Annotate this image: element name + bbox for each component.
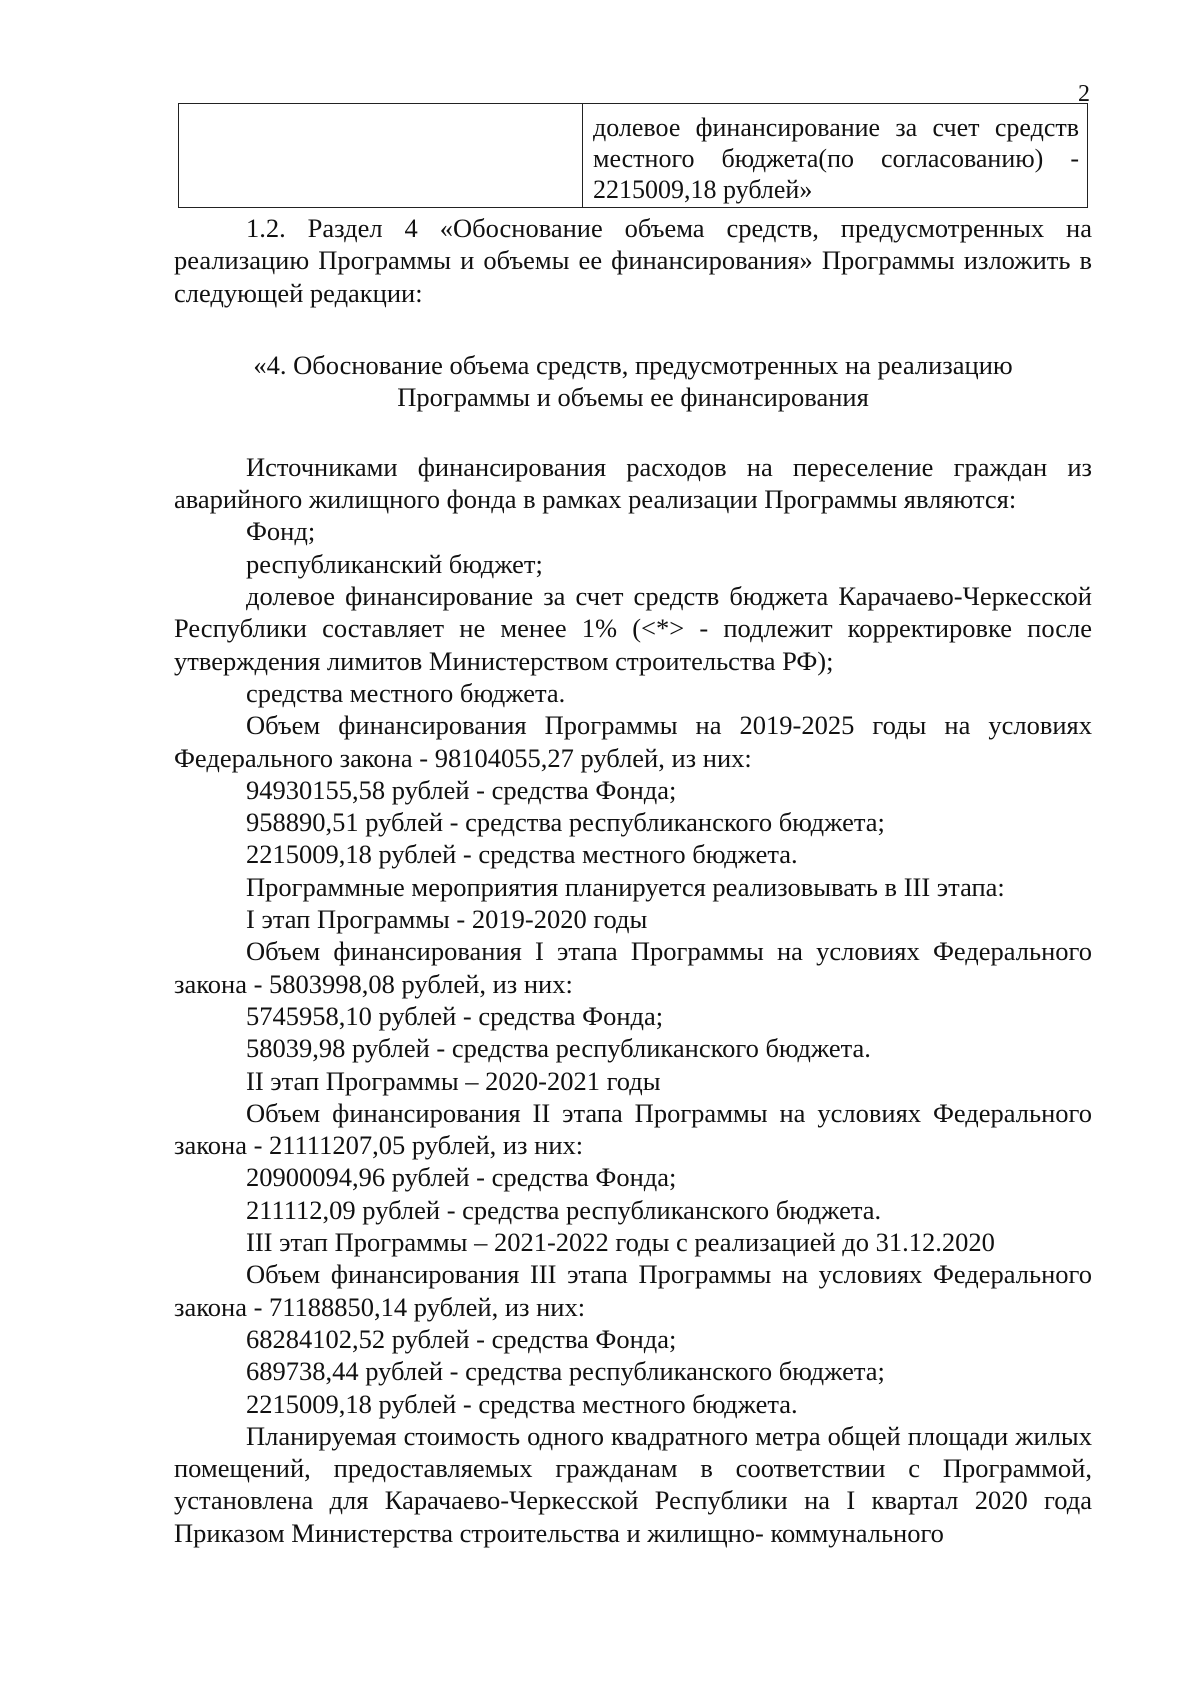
- paragraph-sources: Источниками финансирования расходов на переселение граждан из аварийного жилищного фонда в рамках реализации Программы являются:: [174, 451, 1092, 515]
- amount-line: 94930155,58 рублей - средства Фонда;: [246, 774, 677, 805]
- amount-line: 958890,51 рублей - средства республиканского бюджета;: [246, 807, 885, 838]
- list-item-fund: Фонд;: [246, 516, 316, 547]
- intro-paragraph: 1.2. Раздел 4 «Обоснование объема средств, предусмотренных на реализацию Программы и объемы ее финансирования» Программы изложить в следующей редакции:: [174, 213, 1092, 308]
- amount-line: 211112,09 рублей - средства республиканского бюджета.: [246, 1194, 882, 1225]
- table-cell-text-line: 2215009,18 рублей»: [593, 175, 813, 204]
- stage-2-title: II этап Программы – 2020-2021 годы: [246, 1065, 661, 1096]
- stage-1-title: I этап Программы - 2019-2020 годы: [246, 904, 648, 935]
- stage-3-title: III этап Программы – 2021-2022 годы с реализацией до 31.12.2020: [246, 1227, 995, 1258]
- stage-1-volume: Объем финансирования I этапа Программы на условиях Федерального закона - 5803998,08 рублей, из них:: [174, 936, 1092, 999]
- table-cell-left: [179, 104, 583, 207]
- amount-line: 689738,44 рублей - средства республиканского бюджета;: [246, 1356, 885, 1387]
- table-cell-right: [583, 104, 1087, 207]
- stage-3-volume: Объем финансирования III этапа Программы на условиях Федерального закона - 71188850,14 рублей, из них:: [174, 1259, 1092, 1322]
- table-cell-text-line: местного бюджета(по согласованию) -: [593, 144, 1079, 173]
- list-item-shared-financing: долевое финансирование за счет средств бюджета Карачаево-Черкесской Республики составляет не менее 1% (<*> - подлежит корректировке после утверждения лимитов Министерством строительства РФ);: [174, 581, 1092, 676]
- table-cell-text-line: долевое финансирование за счет средств: [593, 113, 1079, 142]
- amount-line: 68284102,52 рублей - средства Фонда;: [246, 1323, 677, 1354]
- paragraph-planned-cost: Планируемая стоимость одного квадратного метра общей площади жилых помещений, предоставляемых гражданам в соответствии с Программой, установлена для Карачаево-Черкесской Республики на I квартал 2020 года Приказом Министерства строительства и жилищно- коммунального: [174, 1420, 1092, 1548]
- amount-line: 5745958,10 рублей - средства Фонда;: [246, 1000, 664, 1031]
- continued-table: [178, 103, 1088, 208]
- amount-line: 20900094,96 рублей - средства Фонда;: [246, 1162, 677, 1193]
- section-heading-line1: «4. Обоснование объема средств, предусмотренных на реализацию: [253, 349, 1013, 380]
- paragraph-stages: Программные мероприятия планируется реализовывать в III этапа:: [246, 871, 1005, 902]
- amount-line: 2215009,18 рублей - средства местного бюджета.: [246, 1388, 798, 1419]
- page-number: 2: [1078, 81, 1090, 107]
- list-item-local-budget: средства местного бюджета.: [246, 677, 566, 708]
- amount-line: 58039,98 рублей - средства республиканского бюджета.: [246, 1033, 871, 1064]
- section-heading-line2: Программы и объемы ее финансирования: [397, 382, 869, 413]
- amount-line: 2215009,18 рублей - средства местного бюджета.: [246, 839, 798, 870]
- list-item-republic-budget: республиканский бюджет;: [246, 548, 543, 579]
- stage-2-volume: Объем финансирования II этапа Программы на условиях Федерального закона - 21111207,05 рублей, из них:: [174, 1097, 1092, 1161]
- document-body: [174, 212, 1092, 1549]
- paragraph-total-volume: Объем финансирования Программы на 2019-2025 годы на условиях Федерального закона - 98104055,27 рублей, из них:: [174, 710, 1092, 773]
